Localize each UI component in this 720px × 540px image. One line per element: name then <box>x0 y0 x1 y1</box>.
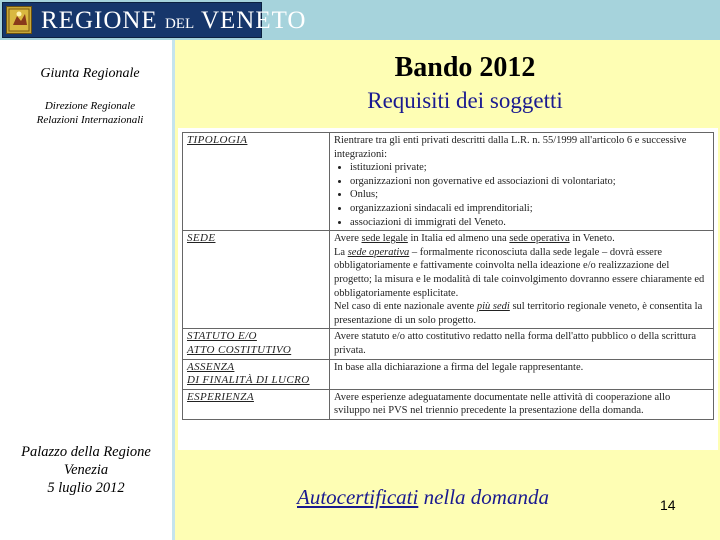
slide-footer: Autocertificati nella domanda <box>297 485 549 509</box>
table-row-esperienza <box>183 389 714 419</box>
row-value-assenza: In base alla dichiarazione a firma del legale rappresentante. <box>330 359 714 389</box>
row-value-tipologia <box>330 133 714 231</box>
list-item: • associazioni di immigrati del Veneto. <box>350 216 709 230</box>
list-item: • organizzazioni sindacali ed imprenditoriali; <box>350 202 709 216</box>
tipologia-list <box>334 161 709 229</box>
sede-paragraph-1: Avere sede legale in Italia ed almeno una sede operativa in Veneto. <box>334 233 615 245</box>
palazzo-line-1: Palazzo della Regione <box>21 444 151 460</box>
list-item: • organizzazioni non governative ed associazioni di volontariato; <box>350 175 709 189</box>
table-row-statuto <box>183 329 714 359</box>
table-row-tipologia <box>183 133 714 231</box>
list-item: • Onlus; <box>350 188 709 202</box>
row-label-tipologia: TIPOLOGIA <box>183 133 330 231</box>
direzione-label <box>0 99 180 127</box>
row-label-esperienza: ESPERIENZA <box>183 389 330 419</box>
palazzo-label <box>0 443 172 497</box>
sede-paragraph-3: Nel caso di ente nazionale avente più sedi sul territorio regionale veneto, è consentita la presentazione di un solo progetto. <box>334 301 703 326</box>
requirements-table-box <box>178 128 718 450</box>
palazzo-line-3: 5 luglio 2012 <box>47 480 125 496</box>
slide-title: Bando 2012 <box>394 52 536 83</box>
table-row-assenza <box>183 359 714 389</box>
regione-veneto-logo <box>2 2 307 38</box>
logo-text: REGIONE DEL VENETO <box>41 7 307 34</box>
row-value-sede <box>330 231 714 329</box>
giunta-regionale-label: Giunta Regionale <box>40 66 140 81</box>
row-label-sede: SEDE <box>183 231 330 329</box>
row-label-statuto: STATUTO E/O ATTO COSTITUTIVO <box>183 329 330 359</box>
list-item: • istituzioni private; <box>350 161 709 175</box>
table-row-sede <box>183 231 714 329</box>
requirements-table <box>182 132 714 420</box>
row-label-assenza: ASSENZA DI FINALITÀ DI LUCRO <box>183 359 330 389</box>
page-number: 14 <box>660 497 676 513</box>
tipologia-intro: Rientrare tra gli enti privati descritti dalla L.R. n. 55/1999 all'articolo 6 e successive integrazioni: <box>334 135 687 160</box>
slide-subtitle: Requisiti dei soggetti <box>367 88 563 113</box>
row-value-statuto: Avere statuto e/o atto costitutivo redatto nella forma dell'atto pubblico o della scrittura privata. <box>330 329 714 359</box>
sede-paragraph-2: La sede operativa – formalmente riconosciuta dalla sede legale – dovrà essere obbligatoriamente e fattivamente coinvolta nella ideazione e/o realizzazione del progetto; la misura e le modalità di tale coinvolgimento dovranno essere chiaramente ed obbligatoriamente esplicitate. <box>334 246 705 299</box>
direzione-line-1: Direzione Regionale <box>44 100 136 112</box>
row-value-esperienza: Avere esperienze adeguatamente documentate nelle attività di cooperazione allo sviluppo nei PVS nel triennio precedente la presentazione della domanda. <box>330 389 714 419</box>
direzione-line-2: Relazioni Internazionali <box>36 114 144 126</box>
palazzo-line-2: Venezia <box>63 462 109 478</box>
regione-veneto-crest-icon <box>6 6 32 34</box>
